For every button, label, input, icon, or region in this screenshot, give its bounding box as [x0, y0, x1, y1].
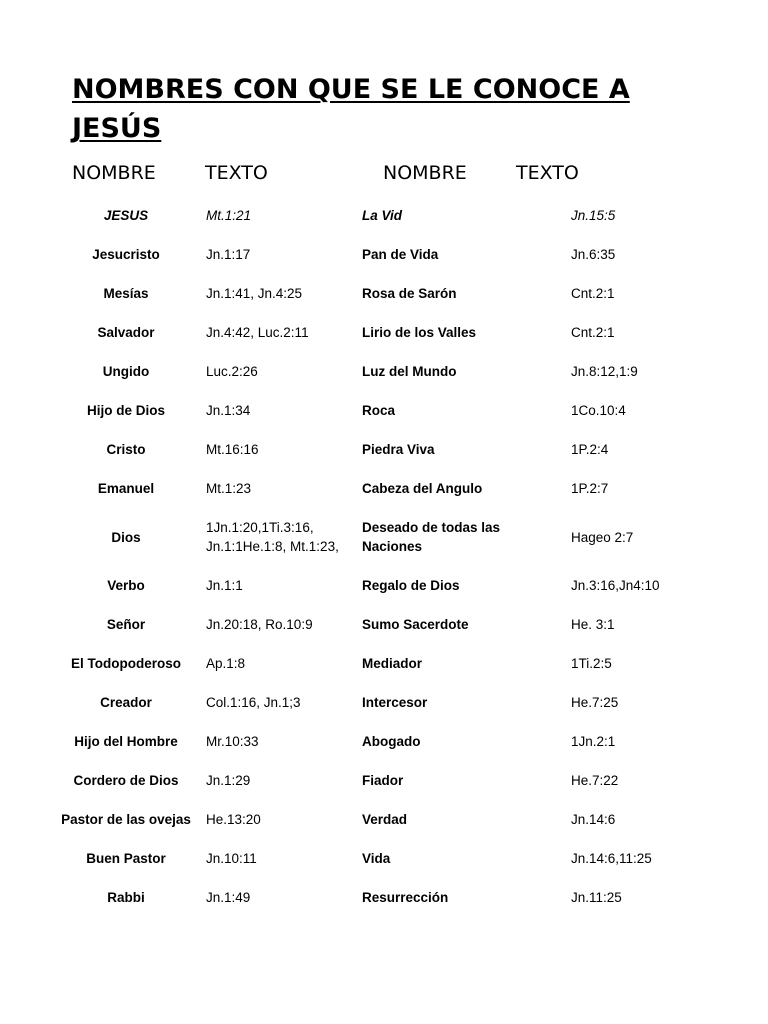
name-left: El Todopoderoso [71, 656, 181, 671]
reference-left: Jn.10:11 [206, 851, 257, 866]
reference-left: He.13:20 [206, 812, 261, 827]
reference-left: Jn.4:42, Luc.2:11 [206, 325, 309, 340]
reference-left: Jn.20:18, Ro.10:9 [206, 617, 313, 632]
name-right: Piedra Viva [362, 442, 435, 457]
name-right: Luz del Mundo [362, 364, 457, 379]
name-right: Lirio de los Valles [362, 325, 477, 340]
name-left: Señor [106, 617, 146, 632]
name-right: Pan de Vida [362, 247, 439, 262]
reference-right: Jn.6:35 [571, 247, 616, 262]
name-left: Cordero de Dios [73, 773, 179, 788]
reference-left: Jn.1:49 [206, 890, 251, 905]
reference-left: Mr.10:33 [206, 734, 259, 749]
name-left: Cristo [106, 442, 146, 457]
name-left: Creador [100, 695, 152, 710]
reference-right: Jn.3:16,Jn4:10 [571, 578, 660, 593]
reference-right: Hageo 2:7 [571, 529, 634, 545]
reference-left: Jn.1:41, Jn.4:25 [206, 286, 303, 301]
reference-right: 1P.2:4 [571, 442, 609, 457]
name-right: Sumo Sacerdote [362, 617, 469, 632]
reference-right: Jn.11:25 [571, 890, 622, 905]
name-left: Mesías [103, 286, 149, 301]
reference-right: Jn.8:12,1:9 [571, 364, 638, 379]
reference-right: Jn.14:6 [571, 812, 616, 827]
name-left: Rabbi [107, 890, 145, 905]
name-right: La Vid [362, 208, 403, 223]
reference-right: He.7:25 [571, 695, 619, 710]
reference-right: Cnt.2:1 [571, 325, 615, 340]
reference-right: He. 3:1 [571, 617, 615, 632]
reference-left: 1Jn.1:20,1Ti.3:16, Jn.1:1He.1:8, Mt.1:23, [206, 520, 339, 554]
name-left: Hijo del Hombre [74, 734, 178, 749]
reference-left: Jn.1:17 [206, 247, 251, 262]
reference-right: 1P.2:7 [571, 481, 609, 496]
reference-right: Jn.14:6,11:25 [571, 851, 652, 866]
name-left: Buen Pastor [86, 851, 166, 866]
name-right: Deseado de todas las Naciones [362, 520, 501, 554]
header-nombre-right: NOMBRE [383, 162, 467, 184]
name-left: Verbo [107, 578, 145, 593]
name-left: Pastor de las ovejas [61, 812, 191, 827]
name-right: Regalo de Dios [362, 578, 460, 593]
name-right: Abogado [362, 734, 421, 749]
name-right: Resurrección [362, 890, 449, 905]
page-title: NOMBRES CON QUE SE LE CONOCE A JESÚS [72, 74, 630, 144]
name-right: Vida [362, 851, 391, 866]
name-left: Jesucristo [92, 247, 160, 262]
reference-right: 1Ti.2:5 [571, 656, 612, 671]
header-texto-right: TEXTO [516, 162, 579, 184]
reference-left: Jn.1:29 [206, 773, 251, 788]
header-texto-left: TEXTO [205, 162, 268, 184]
name-right: Cabeza del Angulo [362, 481, 483, 496]
name-left: Emanuel [97, 481, 155, 496]
reference-left: Jn.1:34 [206, 403, 251, 418]
reference-left: Col.1:16, Jn.1;3 [206, 695, 301, 710]
name-right: Fiador [362, 773, 404, 788]
reference-right: 1Jn.2:1 [571, 734, 616, 749]
reference-right: Jn.15:5 [571, 208, 616, 223]
name-left: Salvador [97, 325, 155, 340]
name-right: Rosa de Sarón [362, 286, 457, 301]
name-left: Hijo de Dios [86, 403, 165, 418]
name-left: JESUS [103, 208, 149, 223]
reference-right: 1Co.10:4 [571, 403, 626, 418]
name-left: Ungido [102, 364, 150, 379]
reference-left: Mt.16:16 [206, 442, 259, 457]
name-right: Verdad [362, 812, 408, 827]
reference-left: Mt.1:21 [206, 208, 252, 223]
name-right: Mediador [362, 656, 423, 671]
reference-left: Luc.2:26 [206, 364, 258, 379]
reference-left: Mt.1:23 [206, 481, 252, 496]
name-right: Intercesor [362, 695, 428, 710]
reference-right: He.7:22 [571, 773, 619, 788]
header-nombre-left: NOMBRE [72, 162, 156, 184]
reference-left: Jn.1:1 [206, 578, 243, 593]
reference-right: Cnt.2:1 [571, 286, 615, 301]
name-left: Dios [111, 529, 141, 545]
name-right: Roca [362, 403, 396, 418]
reference-left: Ap.1:8 [206, 656, 246, 671]
